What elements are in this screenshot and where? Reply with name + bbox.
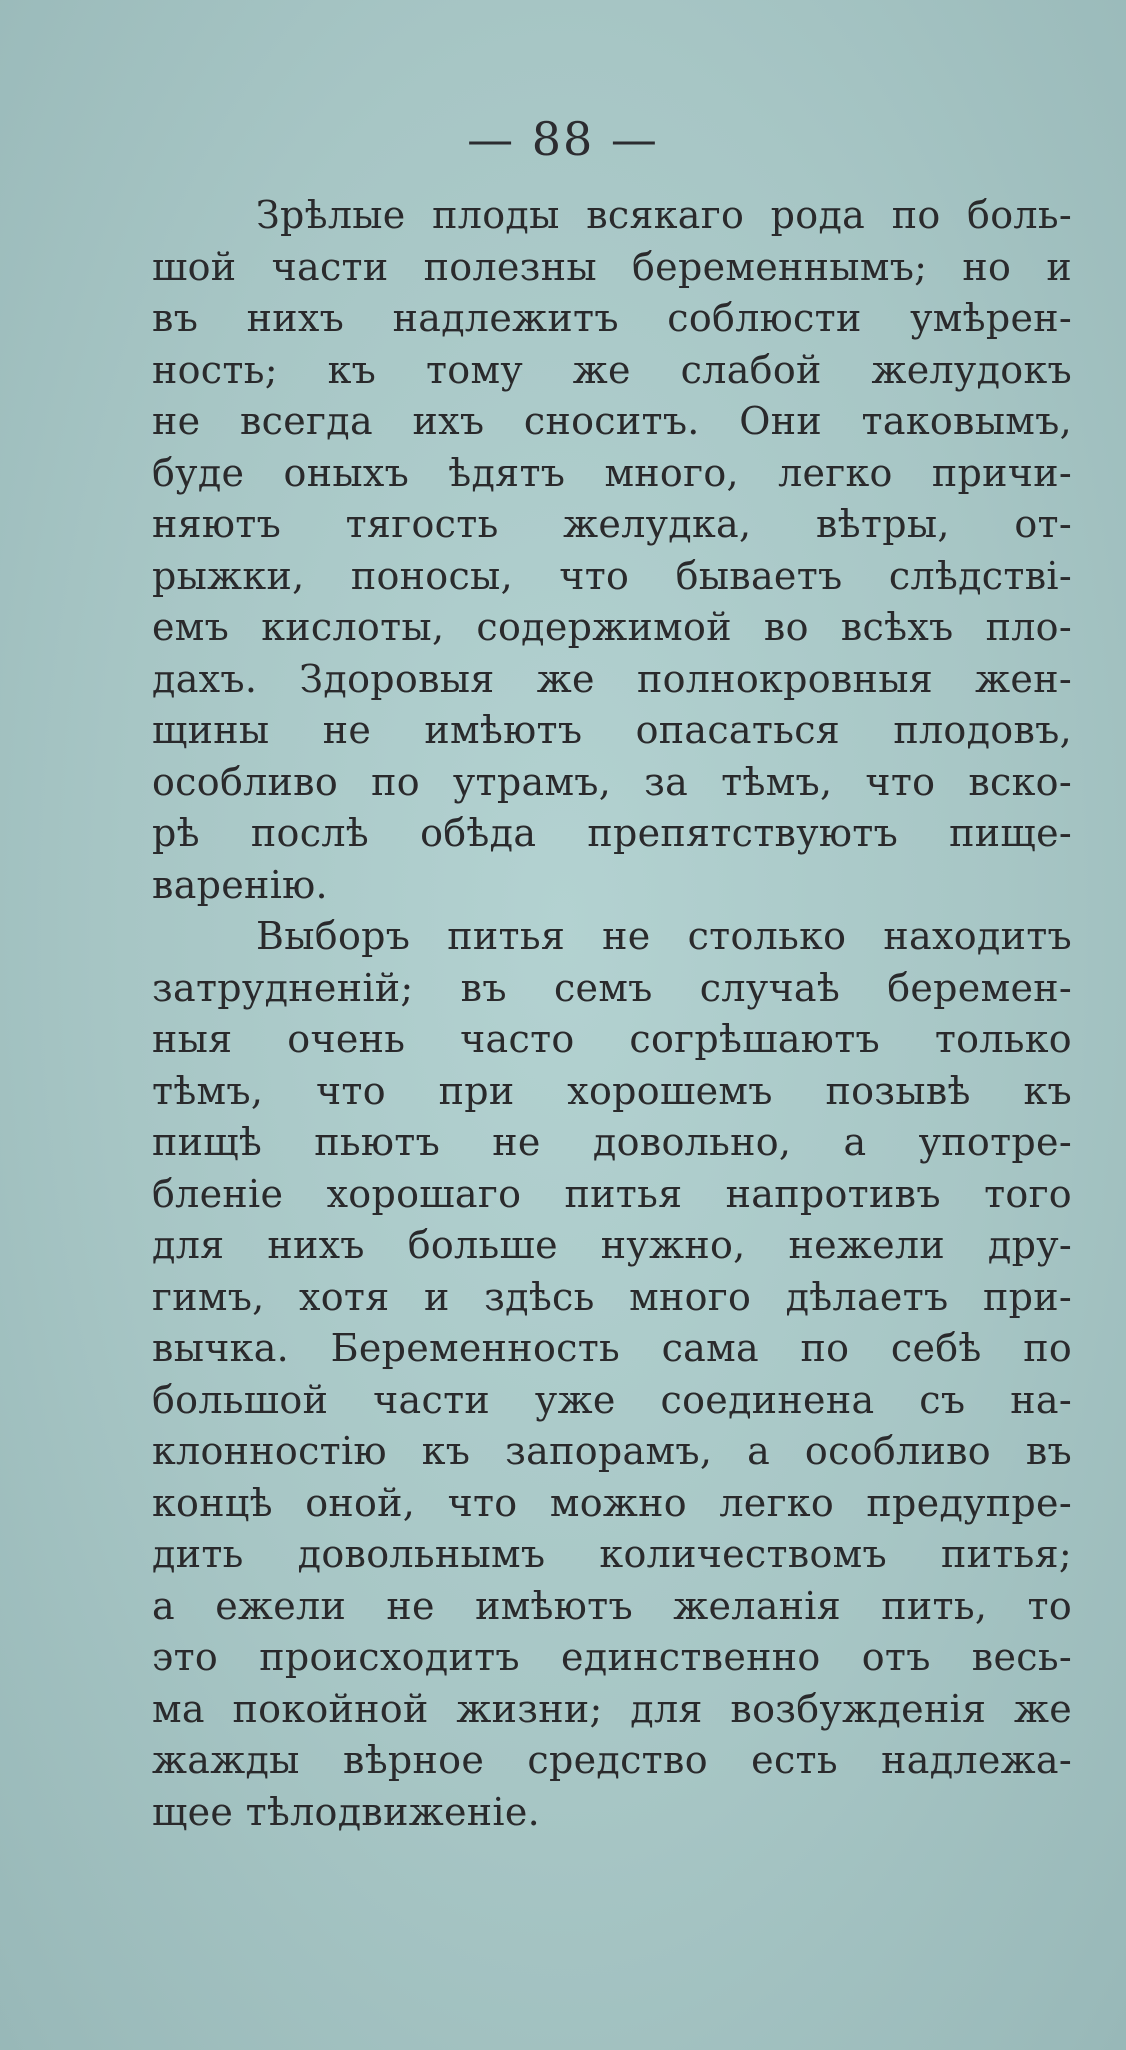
text-line: Зрѣлые плоды всякаго рода по боль- (256, 193, 1072, 237)
text-line: рѣ послѣ обѣда препятствуютъ пище- (152, 811, 1072, 855)
paragraph (152, 190, 1072, 911)
text-line: не всегда ихъ сноситъ. Они таковымъ, (152, 399, 1072, 443)
text-line: концѣ оной, что можно легко предупре- (152, 1480, 1072, 1525)
paragraph (152, 911, 1072, 1838)
text-line: няютъ тягость желудка, вѣтры, от- (152, 502, 1072, 546)
text-line: а ежели не имѣютъ желанiя пить, то (152, 1583, 1072, 1628)
text-line: щее тѣлодвиженiе. (152, 1789, 541, 1834)
text-line: для нихъ больше нужно, нежели дру- (152, 1223, 1072, 1267)
text-line: затрудненiй; въ семъ случаѣ беремен- (152, 965, 1072, 1010)
text-line: ность; къ тому же слабой желудокъ (152, 347, 1072, 392)
text-line: шой части полезны беременнымъ; но и (152, 244, 1072, 289)
text-line: тѣмъ, что при хорошемъ позывѣ къ (152, 1068, 1072, 1113)
text-line: дахъ. Здоровыя же полнокровныя жен- (152, 656, 1072, 701)
text-line: жажды вѣрное средство есть надлежа- (152, 1738, 1072, 1782)
text-line: гимъ, хотя и здѣсь много дѣлаетъ при- (152, 1274, 1072, 1319)
page-number: — 88 — (467, 112, 659, 166)
text-line: ныя очень часто согрѣшаютъ только (152, 1017, 1072, 1061)
text-line: щины не имѣютъ опасаться плодовъ, (152, 708, 1072, 752)
body-text (152, 190, 1072, 1838)
text-line: ма покойной жизни; для возбужденiя же (152, 1686, 1072, 1731)
text-line: въ нихъ надлежитъ соблюсти умѣрен- (152, 296, 1072, 340)
text-line: дить довольнымъ количествомъ питья; (152, 1532, 1072, 1576)
text-line: варенiю. (152, 862, 328, 907)
text-line: бленiе хорошаго питья напротивъ того (152, 1171, 1072, 1216)
text-line: рыжки, поносы, что бываетъ слѣдствi- (152, 553, 1072, 598)
text-line: Выборъ питья не столько находитъ (256, 914, 1072, 958)
text-line: большой части уже соединена съ на- (152, 1377, 1072, 1422)
text-line: клонностiю къ запорамъ, а особливо въ (152, 1429, 1072, 1473)
text-line: пищѣ пьютъ не довольно, а употре- (152, 1120, 1072, 1164)
text-line: это происходитъ единственно отъ весь- (152, 1635, 1072, 1679)
text-line: буде оныхъ ѣдятъ много, легко причи- (152, 450, 1072, 495)
text-line: вычка. Беременность сама по себѣ по (152, 1326, 1072, 1370)
text-line: особливо по утрамъ, за тѣмъ, что вско- (152, 759, 1072, 804)
text-line: емъ кислоты, содержимой во всѣхъ пло- (152, 605, 1072, 649)
